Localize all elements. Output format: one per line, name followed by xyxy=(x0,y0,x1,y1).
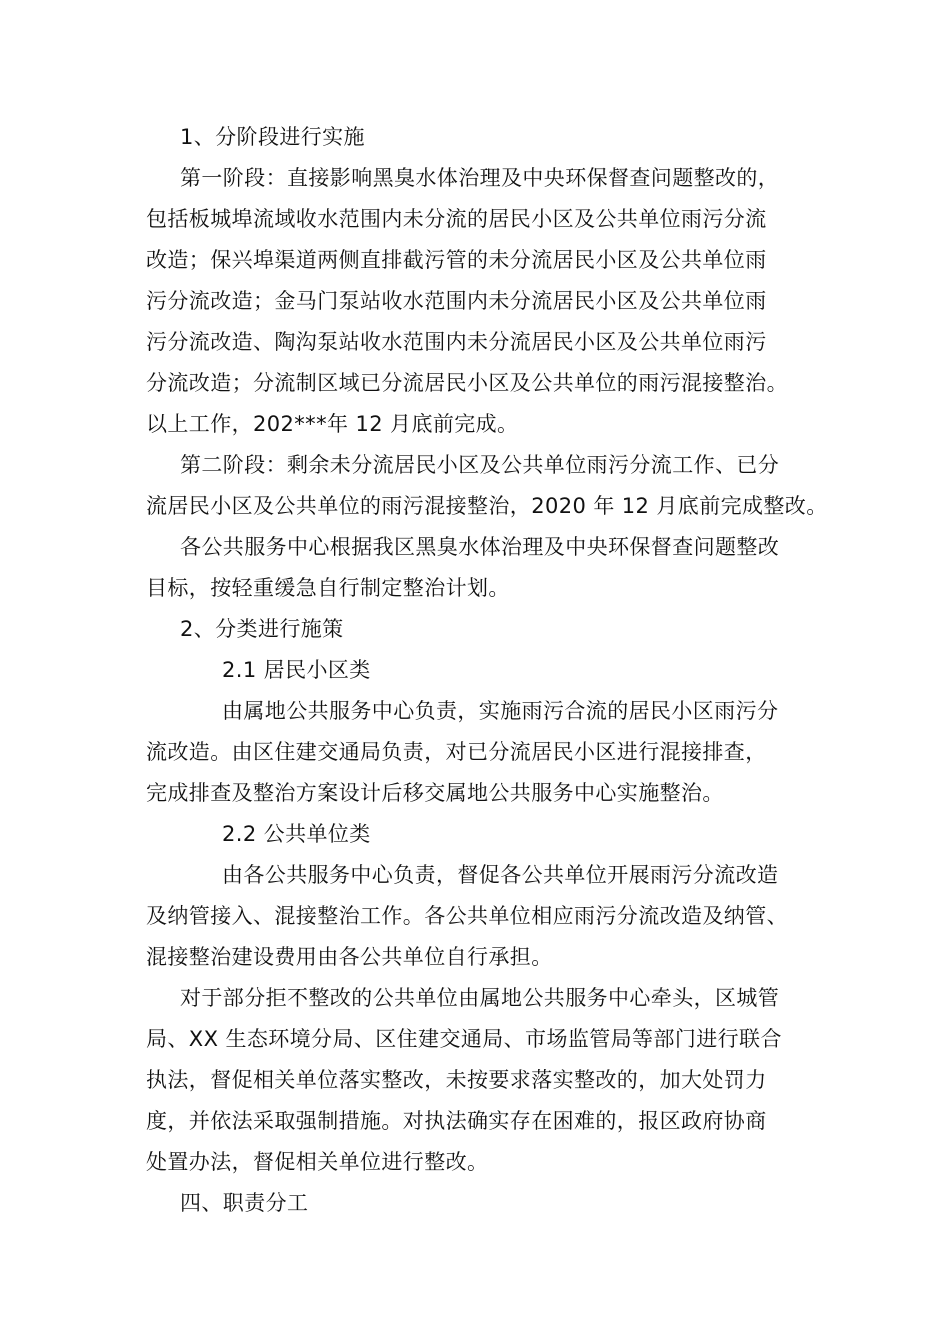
subheading-classified-measures: 2、分类进行施策 xyxy=(180,617,344,641)
subheading-residential: 2.1 居民小区类 xyxy=(222,658,371,682)
paragraph-line: 处置办法，督促相关单位进行整改。 xyxy=(146,1150,489,1174)
paragraph-line: 度，并依法采取强制措施。对执法确实存在困难的，报区政府协商 xyxy=(146,1109,767,1133)
paragraph-line: 改造；保兴埠渠道两侧直排截污管的未分流居民小区及公共单位雨 xyxy=(146,248,767,272)
subheading-public-units: 2.2 公共单位类 xyxy=(222,822,371,846)
paragraph-line: 由属地公共服务中心负责，实施雨污合流的居民小区雨污分 xyxy=(222,699,779,723)
paragraph-line: 第一阶段：直接影响黑臭水体治理及中央环保督查问题整改的， xyxy=(180,166,780,190)
paragraph-line: 第二阶段：剩余未分流居民小区及公共单位雨污分流工作、已分 xyxy=(180,453,780,477)
paragraph-line: 完成排查及整治方案设计后移交属地公共服务中心实施整治。 xyxy=(146,781,724,805)
paragraph-line: 执法，督促相关单位落实整改，未按要求落实整改的，加大处罚力 xyxy=(146,1068,767,1092)
paragraph-line: 混接整治建设费用由各公共单位自行承担。 xyxy=(146,945,553,969)
paragraph-line: 分流改造；分流制区域已分流居民小区及公共单位的雨污混接整治。 xyxy=(146,371,788,395)
paragraph-line: 各公共服务中心根据我区黑臭水体治理及中央环保督查问题整改 xyxy=(180,535,780,559)
paragraph-line: 污分流改造、陶沟泵站收水范围内未分流居民小区及公共单位雨污 xyxy=(146,330,767,354)
paragraph-line: 流居民小区及公共单位的雨污混接整治，2020 年 12 月底前完成整改。 xyxy=(146,494,828,518)
paragraph-line: 包括板城埠流域收水范围内未分流的居民小区及公共单位雨污分流 xyxy=(146,207,767,231)
section-heading-responsibilities: 四、职责分工 xyxy=(180,1191,309,1215)
paragraph-line: 对于部分拒不整改的公共单位由属地公共服务中心牵头，区城管 xyxy=(180,986,780,1010)
paragraph-line: 以上工作，202***年 12 月底前完成。 xyxy=(146,412,519,436)
paragraph-line: 及纳管接入、混接整治工作。各公共单位相应雨污分流改造及纳管、 xyxy=(146,904,788,928)
paragraph-line: 污分流改造；金马门泵站收水范围内未分流居民小区及公共单位雨 xyxy=(146,289,767,313)
paragraph-line: 流改造。由区住建交通局负责，对已分流居民小区进行混接排查， xyxy=(146,740,767,764)
subheading-phased-implementation: 1、分阶段进行实施 xyxy=(180,125,365,149)
paragraph-line: 由各公共服务中心负责，督促各公共单位开展雨污分流改造 xyxy=(222,863,779,887)
paragraph-line: 局、XX 生态环境分局、区住建交通局、市场监管局等部门进行联合 xyxy=(146,1027,782,1051)
paragraph-line: 目标，按轻重缓急自行制定整治计划。 xyxy=(146,576,510,600)
